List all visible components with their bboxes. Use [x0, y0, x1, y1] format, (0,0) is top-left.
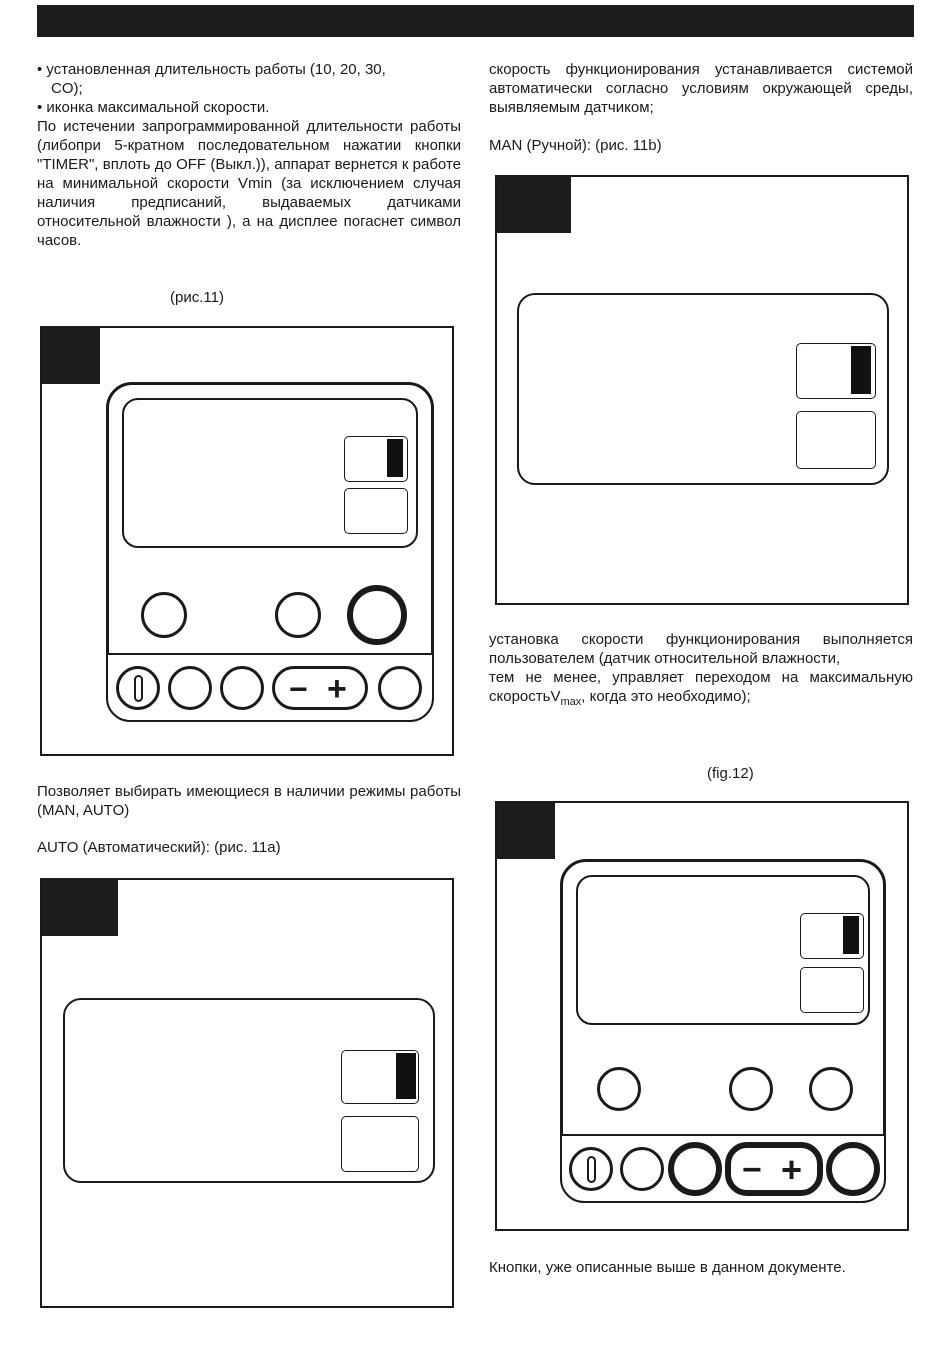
minus-plus-control[interactable] — [272, 666, 368, 710]
speed-indicator-bottom — [796, 411, 876, 469]
figure-12 — [495, 801, 909, 1231]
mode-button-highlighted[interactable] — [347, 585, 407, 645]
paragraph-timer: По истечении запрограммированной длительности работы (либопри 5-кратном последовательном нажатии кнопки "TIMER", вплоть до OFF (Выкл.)), аппарат вернется к работе на минимальной скорости Vmin (за исключением случая наличия предписаний, выдаваемых датчиками относительной влажности ), а на дисплее погаснет символ часов. — [37, 118, 461, 249]
control-bar — [560, 1134, 886, 1203]
figure-11b — [495, 175, 909, 605]
power-button[interactable] — [569, 1147, 613, 1191]
caption-fig12: (fig.12) — [707, 765, 754, 782]
figure-corner-block — [497, 177, 571, 233]
minus-icon[interactable]: − — [289, 671, 308, 707]
caption-fig11: (рис.11) — [170, 289, 224, 306]
display-panel-auto — [63, 998, 435, 1183]
vmax-subscript: max — [560, 696, 582, 708]
plus-icon[interactable]: + — [781, 1149, 803, 1190]
bullet-max-icon: • иконка максимальной скорости. — [37, 98, 461, 117]
figure-corner-block — [497, 803, 555, 859]
vmax-symbol: V — [550, 688, 561, 705]
speed-indicator-top — [800, 913, 864, 959]
round-button-middle[interactable] — [275, 592, 321, 638]
control-button-2[interactable] — [620, 1147, 664, 1191]
control-button-right[interactable] — [378, 666, 422, 710]
device-body — [106, 382, 434, 722]
minus-icon[interactable]: − — [742, 1151, 762, 1189]
speed-indicator-top — [796, 343, 876, 399]
display-screen — [122, 398, 418, 548]
man-label: MAN (Ручной): (рис. 11b) — [489, 137, 662, 154]
round-button-left[interactable] — [597, 1067, 641, 1111]
man-desc-2-end: , когда это необходимо); — [581, 688, 751, 705]
speed-bar-fill — [851, 346, 871, 394]
control-button-2[interactable] — [168, 666, 212, 710]
paragraph-man-desc-2 — [489, 668, 913, 712]
figure-11a — [40, 878, 454, 1308]
display-panel-man — [517, 293, 889, 485]
left-intro-text — [37, 60, 461, 250]
power-icon — [587, 1156, 596, 1183]
figure-corner-block — [42, 328, 100, 384]
paragraph-buttons: Кнопки, уже описанные выше в данном документе. — [489, 1259, 846, 1276]
minus-plus-control-highlighted[interactable] — [725, 1142, 823, 1196]
display-screen — [576, 875, 870, 1025]
figure-corner-block — [42, 880, 118, 936]
control-button-3-highlighted[interactable] — [668, 1142, 722, 1196]
figure-11 — [40, 326, 454, 756]
paragraph-man-desc-1: установка скорости функционирования выполняется пользователем (датчик относительной влажности, — [489, 631, 913, 667]
paragraph-auto-desc: скорость функционирования устанавливается системой автоматически согласно условиям окружающей среды, выявляемым датчиком; — [489, 61, 913, 116]
speed-indicator-top — [341, 1050, 419, 1104]
header-bar — [37, 5, 914, 37]
speed-indicator-bottom — [800, 967, 864, 1013]
man-desc-2-text: тем не менее, управляет переходом на максимальную скорость — [489, 669, 913, 705]
control-button-right-highlighted[interactable] — [826, 1142, 880, 1196]
paragraph-modes: Позволяет выбирать имеющиеся в наличии режимы работы (MAN, AUTO) — [37, 783, 461, 819]
round-button-right[interactable] — [809, 1067, 853, 1111]
auto-label: AUTO (Автоматический): (рис. 11a) — [37, 839, 281, 856]
round-button-middle[interactable] — [729, 1067, 773, 1111]
bullet-duration-cont: CO); — [51, 80, 83, 97]
control-button-3[interactable] — [220, 666, 264, 710]
device-body — [560, 859, 886, 1203]
control-bar — [106, 653, 434, 722]
power-icon — [134, 675, 143, 702]
speed-indicator-bottom — [341, 1116, 419, 1172]
plus-icon[interactable]: + — [327, 670, 347, 708]
round-button-left[interactable] — [141, 592, 187, 638]
speed-indicator-bottom — [344, 488, 408, 534]
bullet-duration: • установленная длительность работы (10, 20, 30, — [37, 60, 461, 79]
speed-indicator-top — [344, 436, 408, 482]
paragraph-man-desc — [489, 630, 913, 712]
speed-bar-fill — [396, 1053, 416, 1099]
speed-bar-fill — [387, 439, 403, 477]
power-button[interactable] — [116, 666, 160, 710]
speed-bar-fill — [843, 916, 859, 954]
